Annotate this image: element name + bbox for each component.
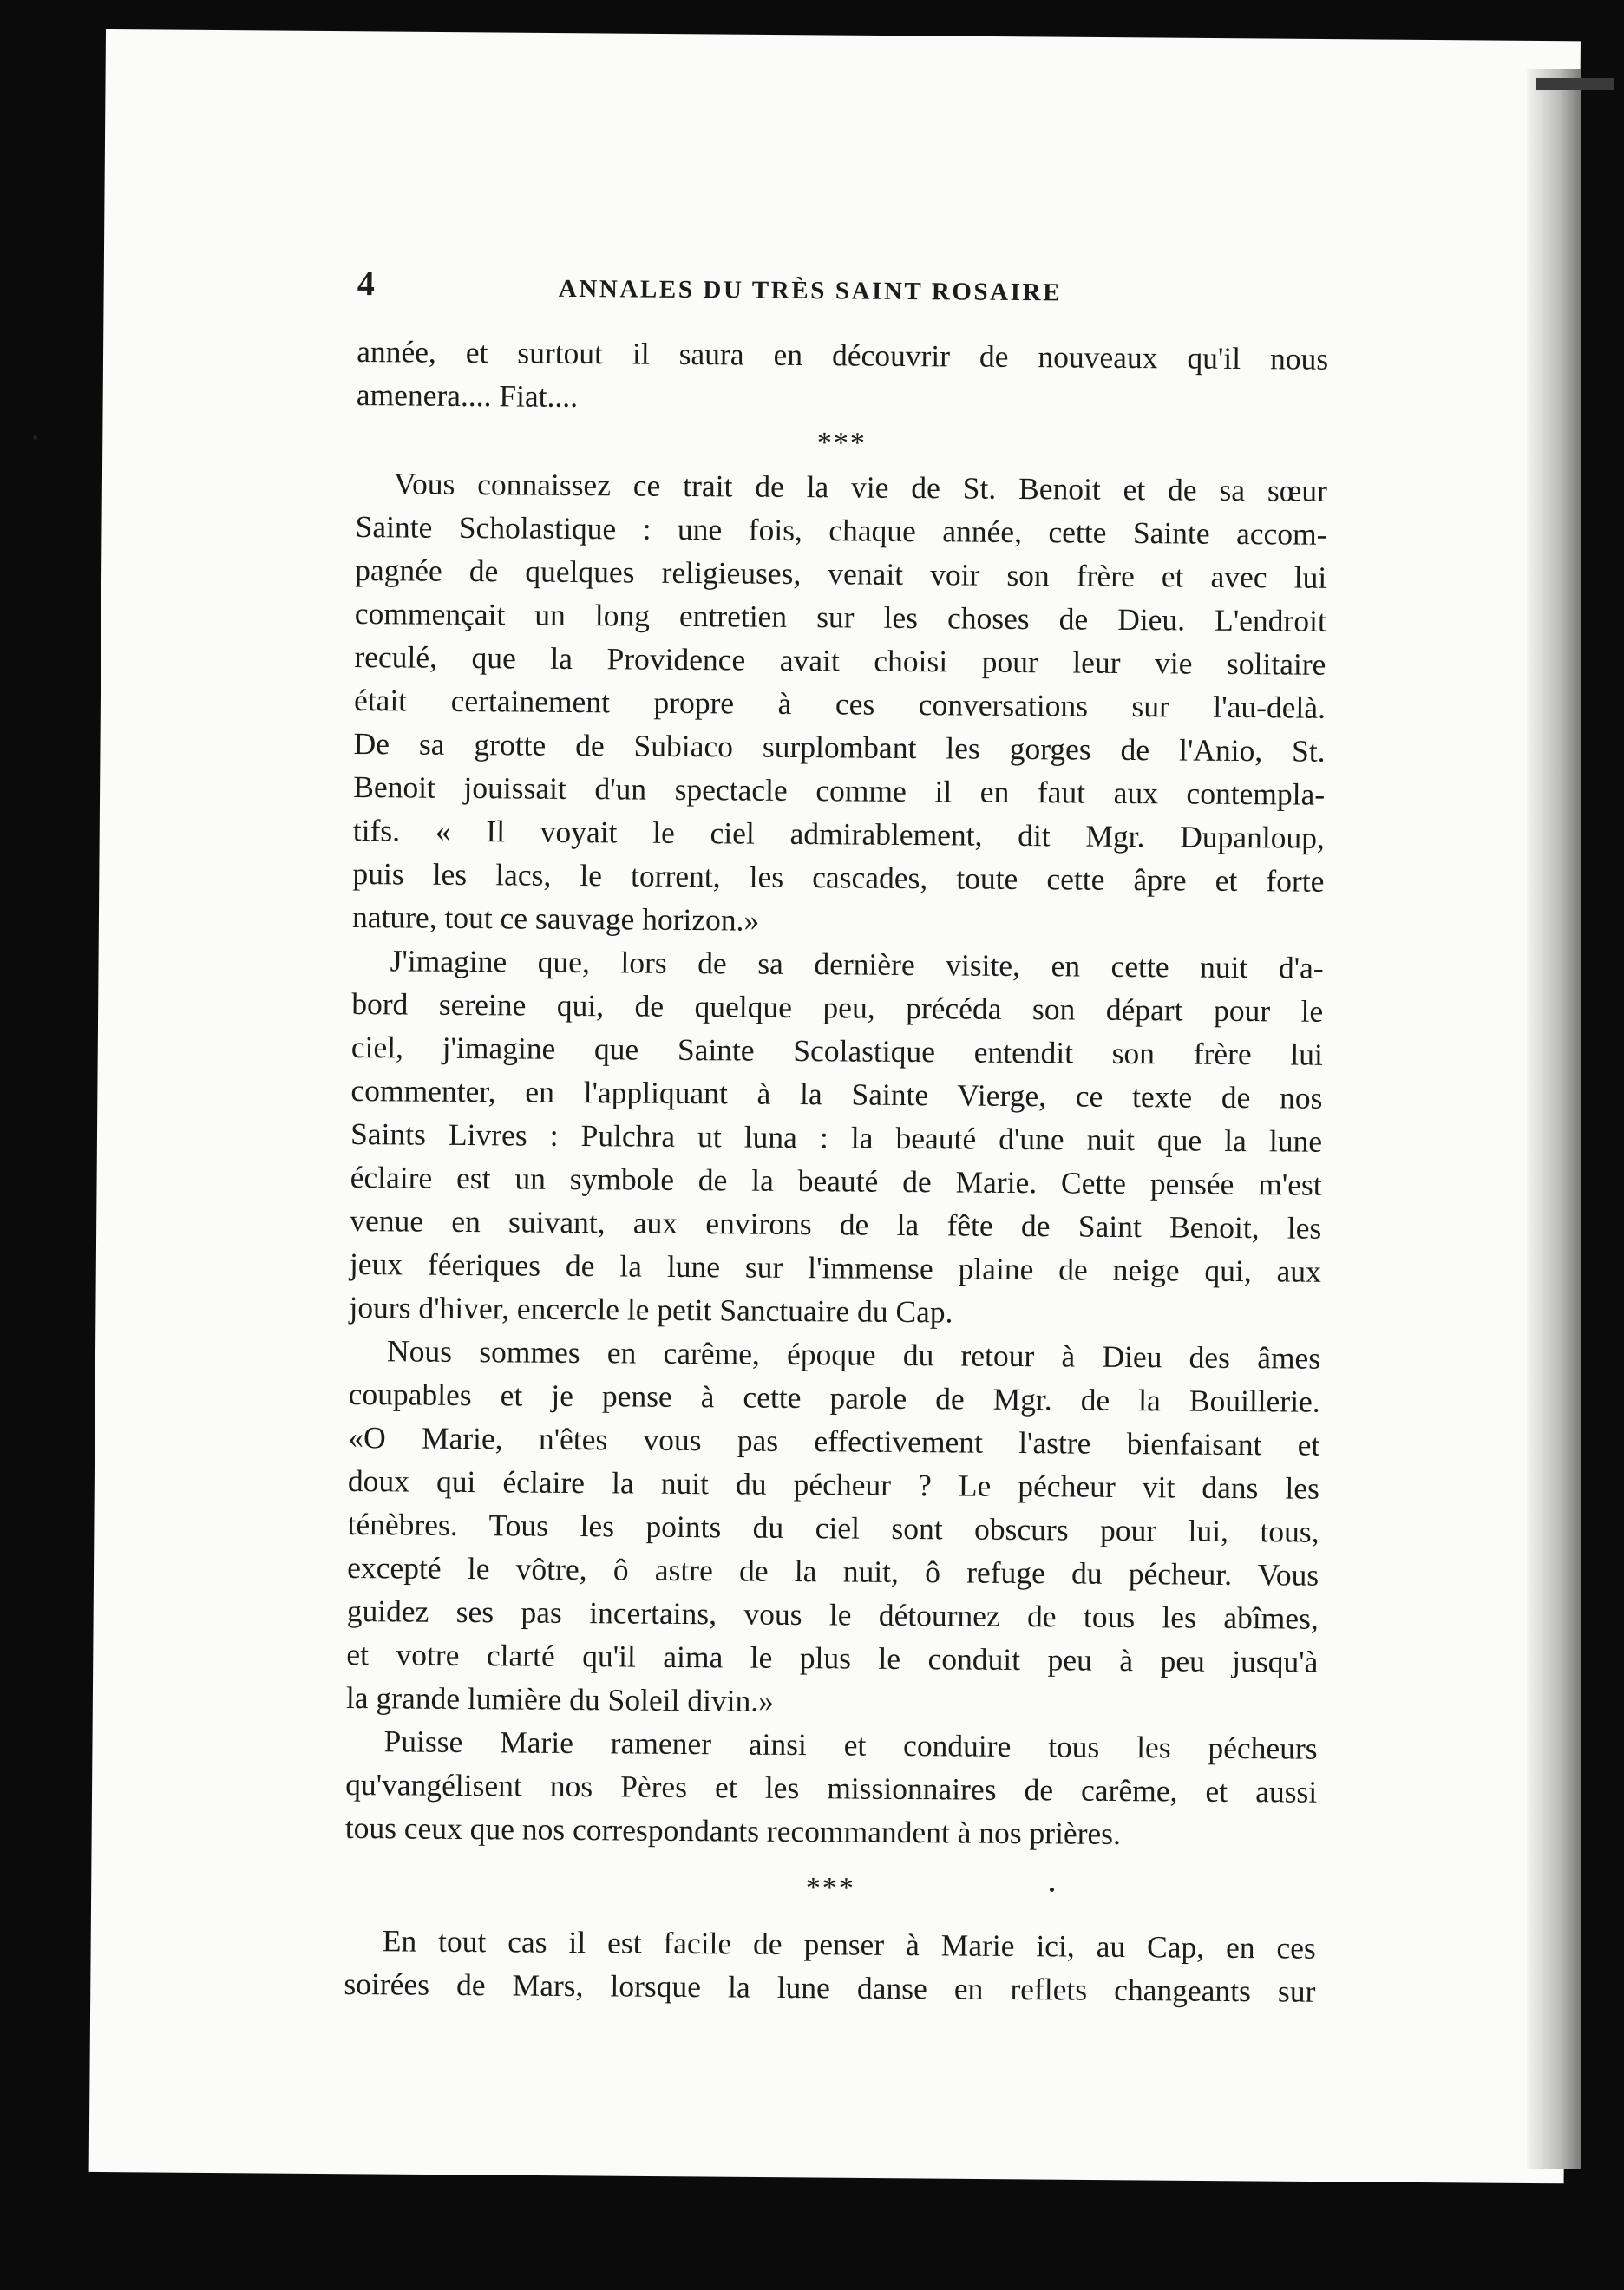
text-line: coupables et je pense à cette parole de Mgr. de la Bouillerie. [348, 1376, 1320, 1419]
text-line: Nous sommes en carême, époque du retour à Dieu des âmes [386, 1333, 1321, 1376]
text-line: De sa grotte de Subiaco surplombant les gorges de l'Anio, St. [353, 725, 1326, 769]
scan-speck [1050, 1888, 1054, 1892]
text-line: commenter, en l'appliquant à la Sainte Vierge, ce texte de nos [350, 1072, 1323, 1116]
page-number: 4 [357, 263, 375, 304]
text-line: jeux féeriques de la lune sur l'immense plaine de neige qui, aux [349, 1246, 1322, 1289]
text-line: année, et surtout il saura en découvrir de nouveaux qu'il nous [357, 333, 1329, 376]
text-line: Vous connaissez ce trait de la vie de St. Benoit et de sa sœur [393, 466, 1328, 508]
text-line: «O Marie, n'êtes vous pas effectivement l'astre bienfaisant et [348, 1419, 1320, 1462]
text-line: guidez ses pas incertains, vous le détournez de tous les abîmes, [346, 1593, 1319, 1636]
text-line: excepté le vôtre, ô astre de la nuit, ô refuge du pécheur. Vous [347, 1549, 1320, 1593]
text-line: tifs. « Il voyait le ciel admirablement, dit Mgr. Dupanloup, [352, 812, 1325, 855]
text-line: amenera.... Fiat.... [356, 376, 579, 414]
page-text [344, 262, 1329, 2013]
text-line: En tout cas il est facile de penser à Marie ici, au Cap, en ces [382, 1923, 1316, 1966]
asterism-divider: *** [816, 427, 868, 460]
text-line: bord sereine qui, de quelque peu, précéda son départ pour le [351, 985, 1324, 1029]
asterism-divider: *** [805, 1872, 855, 1905]
text-line: la grande lumière du Soleil divin.» [345, 1679, 775, 1718]
text-line: Sainte Scholastique : une fois, chaque année, cette Sainte accom- [355, 508, 1327, 552]
text-line: était certainement propre à ces conversations sur l'au-delà. [353, 682, 1326, 725]
running-head [357, 262, 1328, 329]
text-line: doux qui éclaire la nuit du pécheur ? Le pécheur vit dans les [347, 1462, 1320, 1506]
text-line: éclaire est un symbole de la beauté de Marie. Cette pensée m'est [350, 1159, 1322, 1202]
text-line: pagnée de quelques religieuses, venait voir son frère et avec lui [355, 552, 1327, 595]
page-edge [1536, 78, 1614, 90]
text-line: ciel, j'imagine que Sainte Scolastique entendit son frère lui [350, 1029, 1324, 1072]
text-line: Benoit jouissait d'un spectacle comme il en faut aux contempla- [353, 769, 1326, 812]
text-line: tous ceux que nos correspondants recommandent à nos prières. [344, 1809, 1122, 1851]
text-line: puis les lacs, le torrent, les cascades, toute cette âpre et forte [352, 855, 1325, 899]
text-line: ténèbres. Tous les points du ciel sont obscurs pour lui, tous, [347, 1506, 1320, 1549]
text-line: Saints Livres : Pulchra ut luna : la beauté d'une nuit que la lune [350, 1116, 1323, 1159]
page-edge-shadow [1527, 69, 1581, 2169]
text-line: commençait un long entretien sur les choses de Dieu. L'endroit [354, 595, 1326, 638]
running-title: ANNALES DU TRÈS SAINT ROSAIRE [558, 274, 1063, 307]
text-line: nature, tout ce sauvage horizon.» [351, 899, 760, 938]
text-line: qu'vangélisent nos Pères et les missionnaires de carême, et aussi [345, 1766, 1318, 1809]
text-line: venue en suivant, aux environs de la fête de Saint Benoit, les [350, 1202, 1322, 1246]
scan-speck [33, 435, 37, 440]
text-line: reculé, que la Providence avait choisi pour leur vie solitaire [354, 638, 1326, 682]
text-line: soirées de Mars, lorsque la lune danse en reflets changeants sur [344, 1966, 1316, 2009]
text-line: J'imagine que, lors de sa dernière visite, en cette nuit d'a- [390, 943, 1324, 985]
text-line: Puisse Marie ramener ainsi et conduire tous les pécheurs [383, 1724, 1318, 1766]
text-line: jours d'hiver, encercle le petit Sanctuaire du Cap. [349, 1289, 953, 1330]
text-line: et votre clarté qu'il aima le plus le conduit peu à peu jusqu'à [346, 1636, 1319, 1679]
